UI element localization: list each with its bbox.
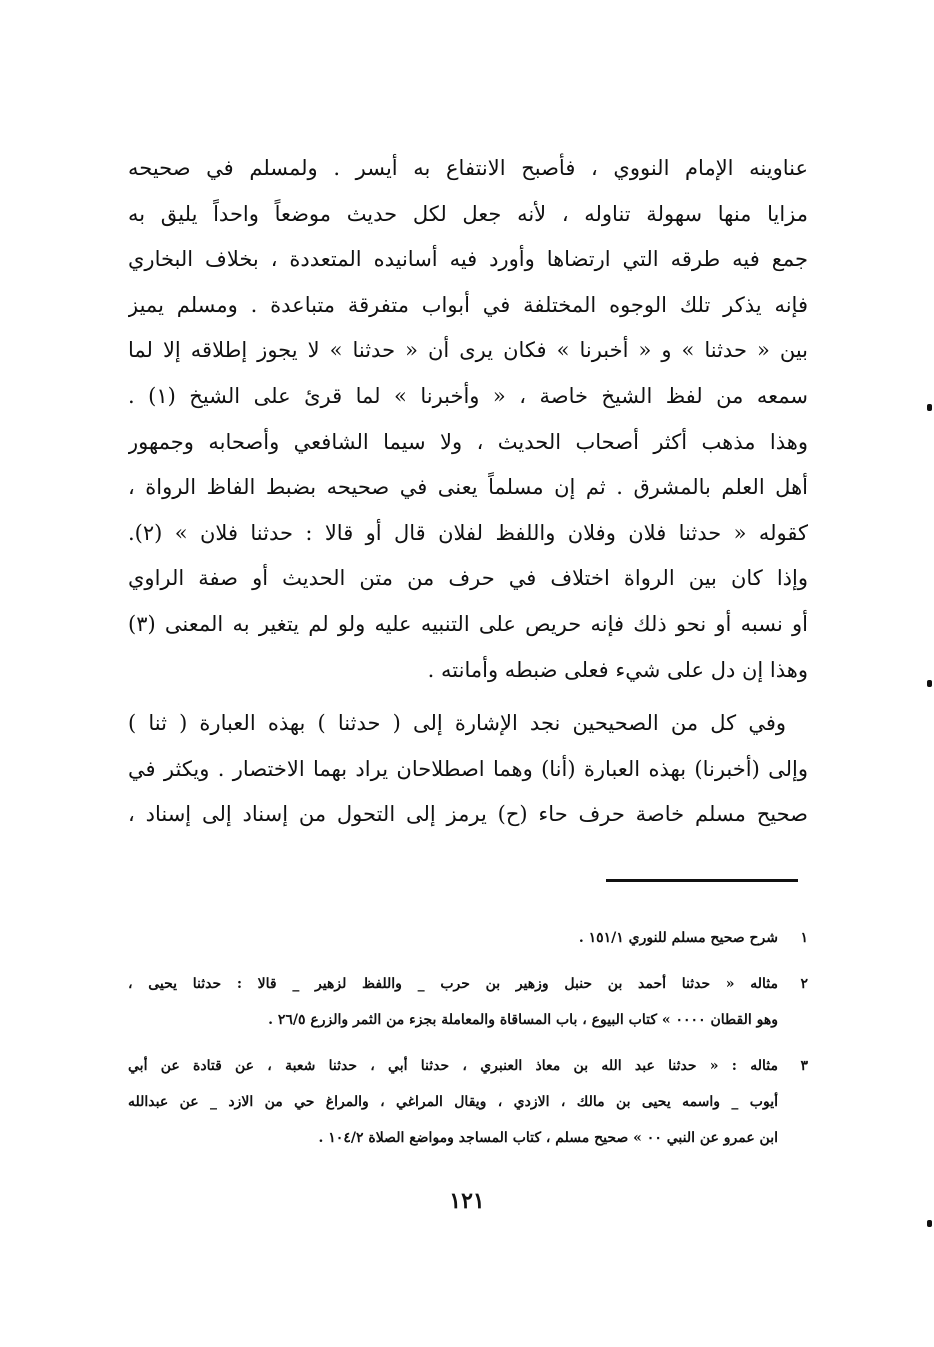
- text-line: أهل العلم بالمشرق . ثم إن مسلماً يعنى في صحيحه بضبط الفاظ الرواة ،: [128, 475, 808, 500]
- margin-mark: [927, 1220, 932, 1227]
- footnote-text: وهو القطان ٠٠٠٠ » كتاب البيوع ، باب المساقاة والمعاملة بجزء من الثمر والزرع ٢٦/٥ .: [268, 1012, 778, 1028]
- paragraph-gap: [128, 693, 808, 701]
- text-line: مزايا منها سهولة تناوله ، لأنه جعل لكل حديث موضعاً واحداً يليق به: [128, 201, 808, 226]
- text-line: سمعه من لفظ الشيخ خاصة ، « وأخبرنا » لما قرئ على الشيخ (١) .: [128, 383, 808, 408]
- margin-mark: [927, 680, 932, 687]
- text-line: وهذا مذهب أكثر أصحاب الحديث ، ولا سيما الشافعي وأصحابه وجمهور: [128, 429, 808, 454]
- text-line: كقوله « حدثنا فلان وفلان واللفظ لفلان قال أو قالا : حدثنا فلان » (٢).: [128, 520, 808, 545]
- text-line: صحيح مسلم خاصة حرف حاء (ح) يرمز إلى التحول من إسناد إلى إسناد ،: [128, 802, 808, 827]
- paragraph-2: [128, 701, 808, 838]
- footnote-2: [128, 966, 808, 1038]
- footnote-number: ٢: [800, 976, 808, 992]
- footnote-1: [128, 920, 808, 956]
- footnote-line: [128, 1048, 808, 1084]
- footnote-line: [128, 966, 808, 1002]
- text-line: وإذا كان بين الرواة اختلاف في حرف من متن الحديث أو صفة الراوي: [128, 566, 808, 591]
- footnote-text: أيوب _ واسمه يحيى بن مالك ، الازدي ، ويقال المراغي ، والمراغ حي من الازد _ عن عبدالله: [128, 1094, 778, 1110]
- paragraph-1: [128, 146, 808, 693]
- main-text: [128, 146, 808, 838]
- footnote-number: ١: [800, 930, 808, 946]
- text-line: جمع فيه طرقه التي ارتضاها وأورد فيه أسانيده المتعددة ، بخلاف البخاري: [128, 247, 808, 272]
- text-line: عناوينه الإمام النووي ، فأصبح الانتفاع به أيسر . ولمسلم في صحيحه: [128, 156, 808, 180]
- footnote-number: ٣: [800, 1058, 808, 1074]
- footnote-text: شرح صحيح مسلم للنوري ١٥١/١ .: [578, 930, 778, 946]
- text-line: وفي كل من الصحيحين نجد الإشارة إلى ( حدثنا ) بهذه العبارة ( ثنا ): [128, 711, 786, 736]
- page-number: ١٢١: [449, 1188, 485, 1214]
- text-line: وهذا إن دل على شيء فعلى ضبطه وأمانته .: [427, 657, 808, 682]
- footnote-line: [128, 920, 808, 956]
- footnotes: [128, 920, 808, 1166]
- footnote-text: ابن عمرو عن النبي ٠٠ » صحيح مسلم ، كتاب المساجد ومواضع الصلاة ١٠٤/٢ .: [318, 1130, 778, 1146]
- text-line: وإلى (أخبرنا) بهذه العبارة (أنا) وهما اصطلاحان يراد بهما الاختصار . ويكثر في: [128, 756, 808, 781]
- text-line: بين « حدثنا » و « أخبرنا » فكان يرى أن « حدثنا » لا يجوز إطلاقه إلا لما: [128, 338, 808, 363]
- footnote-text: مثاله « حدثنا أحمد بن حنبل وزهير بن حرب _ واللفظ لزهير _ قالا : حدثنا يحيى ،: [128, 976, 778, 992]
- footnote-3: [128, 1048, 808, 1156]
- text-line: فإنه يذكر تلك الوجوه المختلفة في أبواب متفرقة متباعدة . ومسلم يميز: [128, 292, 808, 317]
- footnote-separator: [606, 879, 798, 882]
- footnote-text: مثاله : « حدثنا عبد الله بن معاذ العنبري ، حدثنا أبي ، حدثنا شعبة ، عن قتادة عن أبي: [128, 1058, 778, 1074]
- text-line: أو نسبه أو نحو ذلك فإنه حريص على التنبيه عليه ولو لم يتغير به المعنى (٣): [128, 611, 808, 636]
- margin-mark: [927, 404, 932, 411]
